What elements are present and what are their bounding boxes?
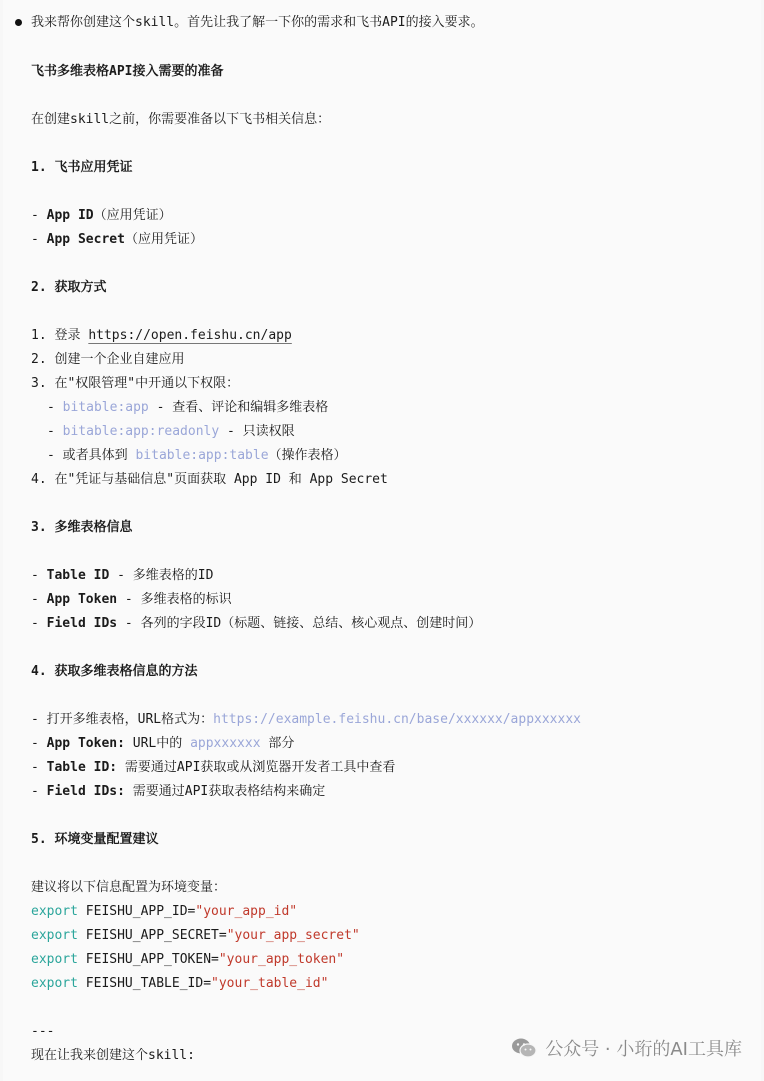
perm-item: - 或者具体到 bitable:app:table（操作表格） [47, 448, 347, 463]
sec4-item: - Table ID: 需要通过API获取或从浏览器开发者工具中查看 [31, 760, 396, 775]
sec4-item: - App Token: URL中的 appxxxxxx 部分 [31, 736, 295, 751]
sec4-title: 4. 获取多维表格信息的方法 [31, 664, 198, 679]
intro-text: 我来帮你创建这个skill。首先让我了解一下你的需求和飞书API的接入要求。 [31, 15, 484, 30]
export-line: export FEISHU_APP_TOKEN="your_app_token" [31, 952, 345, 967]
export-line: export FEISHU_APP_ID="your_app_id" [31, 904, 298, 919]
export-line: export FEISHU_APP_SECRET="your_app_secret" [31, 928, 360, 943]
perm-item: - bitable:app:readonly - 只读权限 [47, 424, 295, 439]
section-heading: 飞书多维表格API接入需要的准备 [31, 64, 224, 79]
sec1-title: 1. 飞书应用凭证 [31, 160, 133, 175]
pre-text: 在创建skill之前，你需要准备以下飞书相关信息： [31, 112, 331, 127]
sec3-title: 3. 多维表格信息 [31, 520, 133, 535]
sec3-item: - App Token - 多维表格的标识 [31, 592, 232, 607]
sec5-desc: 建议将以下信息配置为环境变量： [31, 880, 227, 895]
wechat-icon [511, 1037, 537, 1059]
sec2-step4: 4. 在"凭证与基础信息"页面获取 App ID 和 App Secret [31, 472, 388, 487]
sec1-item: - App Secret（应用凭证） [31, 232, 203, 247]
export-line: export FEISHU_TABLE_ID="your_table_id" [31, 976, 329, 991]
perm-item: - bitable:app - 查看、评论和编辑多维表格 [47, 400, 329, 415]
outro-text: 现在让我来创建这个skill: [31, 1048, 195, 1063]
sec4-item: - Field IDs: 需要通过API获取表格结构来确定 [31, 784, 326, 799]
sec5-title: 5. 环境变量配置建议 [31, 832, 159, 847]
feishu-open-link[interactable]: https://open.feishu.cn/app [88, 328, 292, 343]
sec2-title: 2. 获取方式 [31, 280, 107, 295]
message-bullet-icon [15, 19, 22, 26]
horizontal-rule: --- [31, 1024, 55, 1039]
sec1-item: - App ID（应用凭证） [31, 208, 172, 223]
watermark [511, 1035, 742, 1061]
sec2-step1: 1. 登录 https://open.feishu.cn/app [31, 328, 292, 343]
sec2-step3: 3. 在"权限管理"中开通以下权限： [31, 376, 240, 391]
sec3-item: - Table ID - 多维表格的ID [31, 568, 214, 583]
watermark-text: 公众号 · 小珩的AI工具库 [545, 1039, 742, 1060]
sec4-item: - 打开多维表格，URL格式为：https://example.feishu.cn/base/xxxxxx/appxxxxxx [31, 712, 581, 727]
sec2-step2: 2. 创建一个企业自建应用 [31, 352, 185, 367]
sec3-item: - Field IDs - 各列的字段ID（标题、链接、总结、核心观点、创建时间） [31, 616, 482, 631]
